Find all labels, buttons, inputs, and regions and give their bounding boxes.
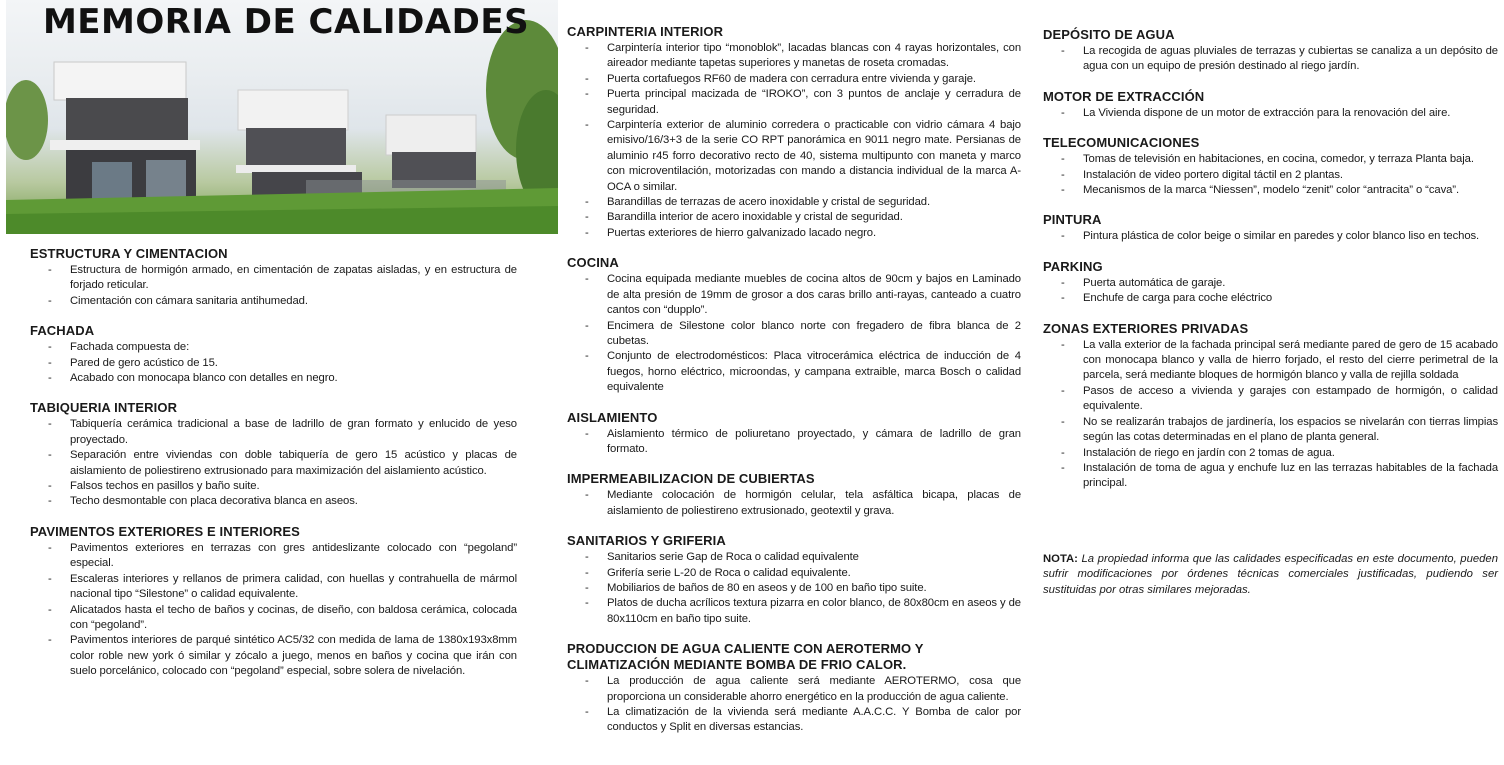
list-item: - Pavimentos exteriores en terrazas con gres antideslizante colocado con “pegoland” especial. (30, 541, 517, 572)
list-item: - Puertas exteriores de hierro galvanizado lacado negro. (567, 226, 1021, 241)
list-item: - Pasos de acceso a vivienda y garajes con estampado de hormigón, o calidad equivalente. (1043, 384, 1498, 415)
list-item: - La climatización de la vivienda será mediante A.A.C.C. Y Bomba de calor por conductos y Split en diversas estancias. (567, 705, 1021, 736)
list-item: - Puerta automática de garaje. (1043, 276, 1498, 291)
section-title: ZONAS EXTERIORES PRIVADAS (1043, 320, 1249, 336)
list-item: - Tomas de televisión en habitaciones, en cocina, comedor, y terraza Planta baja. (1043, 152, 1498, 167)
list-item: - Fachada compuesta de: (30, 340, 517, 355)
section-title: ESTRUCTURA Y CIMENTACION (30, 246, 228, 261)
middle-column (567, 24, 1021, 750)
section-list (1043, 338, 1498, 492)
section-list (30, 340, 517, 386)
list-item: - La Vivienda dispone de un motor de extracción para la renovación del aire. (1043, 106, 1498, 121)
section-list (1043, 44, 1498, 75)
section (30, 323, 517, 386)
section (30, 400, 517, 509)
list-item: - Separación entre viviendas con doble tabiquería de gero 15 acústico y placas de aislamiento de poliestireno extrusionado para maximización del aislamiento acústico. (30, 448, 517, 479)
list-item: - Instalación de toma de agua y enchufe luz en las terrazas habitables de la fachada principal. (1043, 461, 1498, 492)
section-list (1043, 106, 1498, 121)
list-item: - Instalación de video portero digital táctil en 2 plantas. (1043, 168, 1498, 183)
right-column (1043, 27, 1498, 506)
section (567, 533, 1021, 627)
section-title: FACHADA (30, 323, 95, 339)
list-item: - Barandilla interior de acero inoxidable y cristal de seguridad. (567, 210, 1021, 225)
section-list (567, 674, 1021, 736)
section-list (567, 550, 1021, 627)
list-item: - Puerta principal macizada de “IROKO”, con 3 puntos de anclaje y cerradura de seguridad. (567, 87, 1021, 118)
section (1043, 89, 1498, 121)
document-title: MEMORIA DE CALIDADES (42, 2, 530, 42)
section-title: PINTURA (1043, 212, 1102, 228)
list-item: - Falsos techos en pasillos y baño suite. (30, 479, 517, 494)
list-item: - Enchufe de carga para coche eléctrico (1043, 291, 1498, 306)
section (567, 410, 1021, 458)
left-column (30, 246, 517, 694)
list-item: - Tabiquería cerámica tradicional a base de ladrillo de gran formato y enlucido de yeso proyectado. (30, 417, 517, 448)
section-title: IMPERMEABILIZACION DE CUBIERTAS (567, 471, 815, 487)
list-item: - Encimera de Silestone color blanco norte con fregadero de fibra blanca de 2 cubetas. (567, 319, 1021, 350)
list-item: - Pavimentos interiores de parqué sintético AC5/32 con medida de lama de 1380x193x8mm color roble new york ó similar y zócalo a juego, menos en baños y cocina que irán con suelo porcelánico, colocado con “pegoland” especial, sobre solera de nivelación. (30, 633, 517, 679)
list-item: - La producción de agua caliente será mediante AEROTERMO, cosa que proporciona un considerable ahorro energético en la producción de agua caliente. (567, 674, 1021, 705)
section (1043, 135, 1498, 198)
section-title: PRODUCCION DE AGUA CALIENTE CON AEROTERMO Y CLIMATIZACIÓN MEDIANTE BOMBA DE FRIO CALOR. (567, 641, 924, 673)
list-item: - Sanitarios serie Gap de Roca o calidad equivalente (567, 550, 1021, 565)
section-list (1043, 276, 1498, 307)
list-item: - Grifería serie L-20 de Roca o calidad equivalente. (567, 566, 1021, 581)
list-item: - La recogida de aguas pluviales de terrazas y cubiertas se canaliza a un depósito de agua con un equipo de presión destinado al riego jardín. (1043, 44, 1498, 75)
section (1043, 27, 1498, 75)
list-item: - Instalación de riego en jardín con 2 tomas de agua. (1043, 446, 1498, 461)
section (567, 24, 1021, 241)
list-item: - Pintura plástica de color beige o similar en paredes y color blanco liso en techos. (1043, 229, 1498, 244)
section-title: TELECOMUNICACIONES (1043, 135, 1200, 151)
list-item: - Barandillas de terrazas de acero inoxidable y cristal de seguridad. (567, 195, 1021, 210)
section-list (30, 263, 517, 309)
list-item: - No se realizarán trabajos de jardinería, los espacios se nivelarán con tierras limpias según las cotas determinadas en el plano de planta general. (1043, 415, 1498, 446)
list-item: - Estructura de hormigón armado, en cimentación de zapatas aisladas, y en estructura de forjado reticular. (30, 263, 517, 294)
section-title: COCINA (567, 255, 619, 271)
list-item: - Carpintería interior tipo “monoblok”, lacadas blancas con 4 rayas horizontales, con aireador mediante tapetas superiores y manetas de roseta cromadas. (567, 41, 1021, 72)
section-list (567, 41, 1021, 241)
list-item: - Pared de gero acústico de 15. (30, 356, 517, 371)
section-list (567, 488, 1021, 519)
list-item: - Aislamiento térmico de poliuretano proyectado, y cámara de ladrillo de gran formato. (567, 427, 1021, 458)
list-item: - Puerta cortafuegos RF60 de madera con cerradura entre vivienda y garaje. (567, 72, 1021, 87)
list-item: - Escaleras interiores y rellanos de primera calidad, con huellas y contrahuella de mármol nacional tipo “Silestone” o calidad equivalente. (30, 572, 517, 603)
section-list (567, 272, 1021, 395)
note-label: NOTA: (1043, 553, 1078, 565)
list-item: - Mobiliarios de baños de 80 en aseos y de 100 en baño tipo suite. (567, 581, 1021, 596)
section-title: PARKING (1043, 258, 1103, 274)
hero-image (6, 0, 558, 234)
section-title: DEPÓSITO DE AGUA (1043, 27, 1175, 42)
section-title: MOTOR DE EXTRACCIÓN (1043, 88, 1205, 104)
section (567, 255, 1021, 395)
section-list (30, 417, 517, 509)
list-item: - Acabado con monocapa blanco con detalles en negro. (30, 371, 517, 386)
list-item: - Alicatados hasta el techo de baños y cocinas, de diseño, con baldosa cerámica, colocada con “pegoland”. (30, 603, 517, 634)
section-title: CARPINTERIA INTERIOR (567, 24, 724, 39)
section-title: PAVIMENTOS EXTERIORES E INTERIORES (30, 523, 300, 539)
note-paragraph (1043, 552, 1498, 598)
section (567, 471, 1021, 519)
section (1043, 212, 1498, 244)
section-title: SANITARIOS Y GRIFERIA (567, 533, 726, 549)
section-title: TABIQUERIA INTERIOR (30, 400, 178, 416)
section (1043, 321, 1498, 492)
section-list (1043, 229, 1498, 244)
section (1043, 259, 1498, 307)
list-item: - Cimentación con cámara sanitaria antihumedad. (30, 294, 517, 309)
list-item: - Conjunto de electrodomésticos: Placa vitrocerámica eléctrica de inducción de 4 fuegos, horno eléctrico, microondas, y campana extraible, marca Bosch o calidad equivalente (567, 349, 1021, 395)
list-item: - La valla exterior de la fachada principal será mediante pared de gero de 15 acabado con monocapa blanco y valla de hierro forjado, el resto del cierre perimetral de la parcela, será mediante bloques de hormigón blanco y valla de rejilla soldada (1043, 338, 1498, 384)
section-list (567, 427, 1021, 458)
list-item: - Platos de ducha acrílicos textura pizarra en color blanco, de 80x80cm en aseos y de 80x110cm en baño tipo suite. (567, 596, 1021, 627)
section-list (1043, 152, 1498, 198)
list-item: - Techo desmontable con placa decorativa blanca en aseos. (30, 494, 517, 509)
section (30, 524, 517, 680)
section (567, 641, 1021, 736)
list-item: - Mediante colocación de hormigón celular, tela asfáltica bicapa, placas de aislamiento de poliestireno extrusionado, geotextil y grava. (567, 488, 1021, 519)
list-item: - Mecanismos de la marca “Niessen”, modelo “zenit” color “antracita” o “cava”. (1043, 183, 1498, 198)
section-title: AISLAMIENTO (567, 409, 658, 425)
section (30, 246, 517, 309)
note-text: La propiedad informa que las calidades especificadas en este documento, pueden sufrir modificaciones por órdenes técnicas comerciales justificadas, pudiendo ser sustituidas por otras similares mejoradas. (1043, 553, 1498, 596)
section-list (30, 541, 517, 680)
list-item: - Cocina equipada mediante muebles de cocina altos de 90cm y bajos en Laminado de alta presión de 19mm de grosor a dos caras brillo anti-rayas, canteado a cuatro cantos con “dupplo”. (567, 272, 1021, 318)
list-item: - Carpintería exterior de aluminio corredera o practicable con vidrio cámara 4 bajo emisivo/16/3+3 de la serie CO RPT panorámica en 9011 negro mate. Persianas de aluminio r45 forro decorativo recto de 40, sistema multipunto con maneta y marco con microventilación, motorizadas con mando a distancia individual de la marca A-OCA o similar. (567, 118, 1021, 195)
